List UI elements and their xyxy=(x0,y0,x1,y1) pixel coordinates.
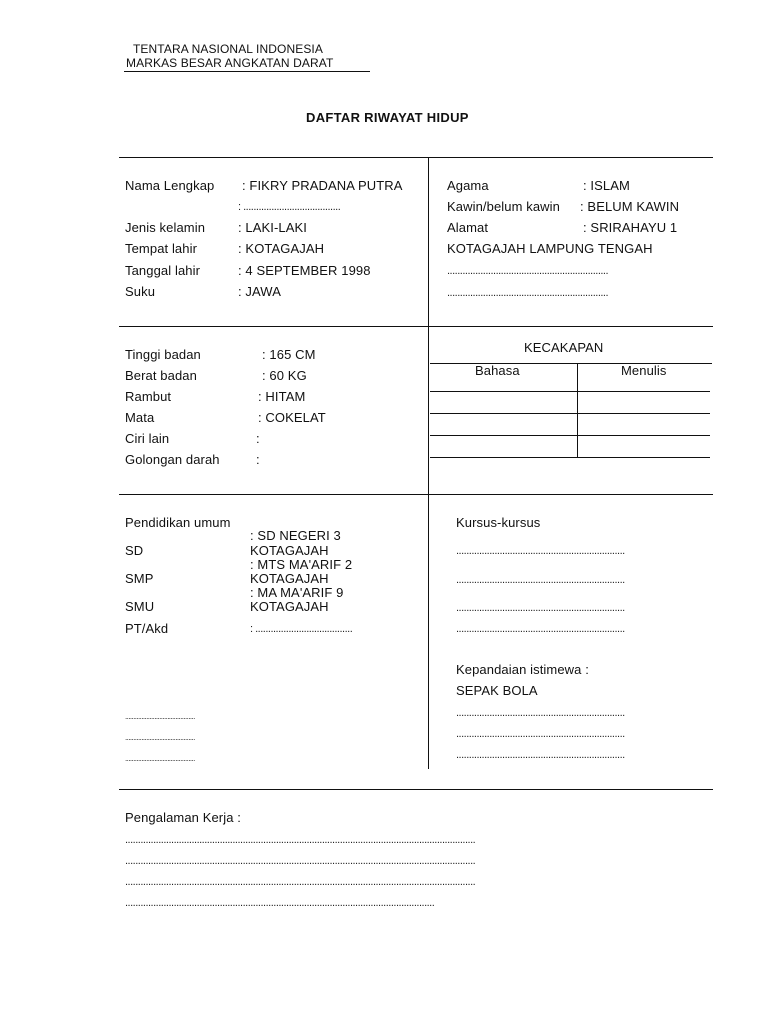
pendidikan-extra-line-2: ........................................... xyxy=(125,733,195,742)
pengalaman-line-2: ......................................................................................................................................... xyxy=(125,855,476,867)
alamat-line-3: ............................................................... xyxy=(447,265,609,277)
golongan-darah-value: : xyxy=(256,452,260,467)
suku-label: Suku xyxy=(125,284,156,299)
kursus-line-3: .................................................................. xyxy=(456,602,625,614)
kepandaian-value: SEPAK BOLA xyxy=(456,683,538,698)
org-line-2: MARKAS BESAR ANGKATAN DARAT xyxy=(126,56,334,70)
jenis-kelamin-label: Jenis kelamin xyxy=(125,220,206,235)
pendidikan-extra-line-3: ........................................... xyxy=(125,754,195,763)
divider-education xyxy=(119,789,713,790)
berat-value: : 60 KG xyxy=(262,368,307,383)
golongan-darah-label: Golongan darah xyxy=(125,452,220,467)
tanggal-lahir-value: : 4 SEPTEMBER 1998 xyxy=(238,263,371,278)
sd-value-1: : SD NEGERI 3 xyxy=(250,528,341,543)
divider-physical xyxy=(119,494,713,495)
ciri-lain-label: Ciri lain xyxy=(125,431,170,446)
alamat-label: Alamat xyxy=(447,220,489,235)
tinggi-label: Tinggi badan xyxy=(125,347,201,362)
pt-label: PT/Akd xyxy=(125,621,169,636)
pengalaman-line-3: ......................................................................................................................................... xyxy=(125,876,476,888)
kecakapan-row-line-3 xyxy=(430,413,710,414)
header-underline xyxy=(124,71,370,72)
pendidikan-label: Pendidikan umum xyxy=(125,515,231,530)
nama-line-2: : ...................................... xyxy=(238,201,341,213)
smu-label: SMU xyxy=(125,599,155,614)
kecakapan-col-divider xyxy=(577,363,578,458)
kecakapan-row-line-2 xyxy=(430,391,710,392)
alamat-line-2: KOTAGAJAH LAMPUNG TENGAH xyxy=(447,241,653,256)
agama-label: Agama xyxy=(447,178,489,193)
alamat-value: : SRIRAHAYU 1 xyxy=(583,220,678,235)
pendidikan-extra-line-1: ........................................... xyxy=(125,712,195,721)
tanggal-lahir-label: Tanggal lahir xyxy=(125,263,201,278)
ciri-lain-value: : xyxy=(256,431,260,446)
pengalaman-line-1: ......................................................................................................................................... xyxy=(125,834,476,846)
kecakapan-title: KECAKAPAN xyxy=(524,340,604,355)
nama-value: : FIKRY PRADANA PUTRA xyxy=(242,178,403,193)
org-line-1: TENTARA NASIONAL INDONESIA xyxy=(133,42,323,56)
kepandaian-line-1: .................................................................. xyxy=(456,707,625,719)
suku-value: : JAWA xyxy=(238,284,281,299)
kursus-line-2: .................................................................. xyxy=(456,574,625,586)
rambut-value: : HITAM xyxy=(258,389,306,404)
divider-personal xyxy=(119,326,713,327)
pengalaman-line-4: ......................................................................................................................... xyxy=(125,897,435,909)
divider-top xyxy=(119,157,713,158)
smp-value-1: : MTS MA'ARIF 2 xyxy=(250,557,353,572)
pt-value: : ...................................... xyxy=(250,623,353,635)
kawin-label: Kawin/belum kawin xyxy=(447,199,560,214)
tempat-lahir-label: Tempat lahir xyxy=(125,241,198,256)
kursus-label: Kursus-kursus xyxy=(456,515,541,530)
smu-value-1: : MA MA'ARIF 9 xyxy=(250,585,344,600)
rambut-label: Rambut xyxy=(125,389,172,404)
nama-label: Nama Lengkap xyxy=(125,178,215,193)
jenis-kelamin-value: : LAKI-LAKI xyxy=(238,220,308,235)
kecakapan-col-menulis: Menulis xyxy=(621,363,667,378)
kecakapan-row-line-4 xyxy=(430,435,710,436)
kecakapan-col-bahasa: Bahasa xyxy=(475,363,520,378)
kecakapan-row-line-5 xyxy=(430,457,710,458)
kepandaian-label: Kepandaian istimewa : xyxy=(456,662,589,677)
page-title: DAFTAR RIWAYAT HIDUP xyxy=(306,110,469,125)
kepandaian-line-2: .................................................................. xyxy=(456,728,625,740)
smp-value-2: KOTAGAJAH xyxy=(250,571,329,586)
kecakapan-row-line-1 xyxy=(430,363,712,364)
center-divider xyxy=(428,157,429,769)
kepandaian-line-3: .................................................................. xyxy=(456,749,625,761)
pengalaman-label: Pengalaman Kerja : xyxy=(125,810,241,825)
sd-value-2: KOTAGAJAH xyxy=(250,543,329,558)
tempat-lahir-value: : KOTAGAJAH xyxy=(238,241,325,256)
smp-label: SMP xyxy=(125,571,154,586)
kawin-value: : BELUM KAWIN xyxy=(580,199,680,214)
sd-label: SD xyxy=(125,543,144,558)
alamat-line-4: ............................................................... xyxy=(447,287,609,299)
agama-value: : ISLAM xyxy=(583,178,630,193)
mata-label: Mata xyxy=(125,410,155,425)
tinggi-value: : 165 CM xyxy=(262,347,316,362)
smu-value-2: KOTAGAJAH xyxy=(250,599,329,614)
kursus-line-4: .................................................................. xyxy=(456,623,625,635)
mata-value: : COKELAT xyxy=(258,410,326,425)
kursus-line-1: .................................................................. xyxy=(456,545,625,557)
berat-label: Berat badan xyxy=(125,368,197,383)
